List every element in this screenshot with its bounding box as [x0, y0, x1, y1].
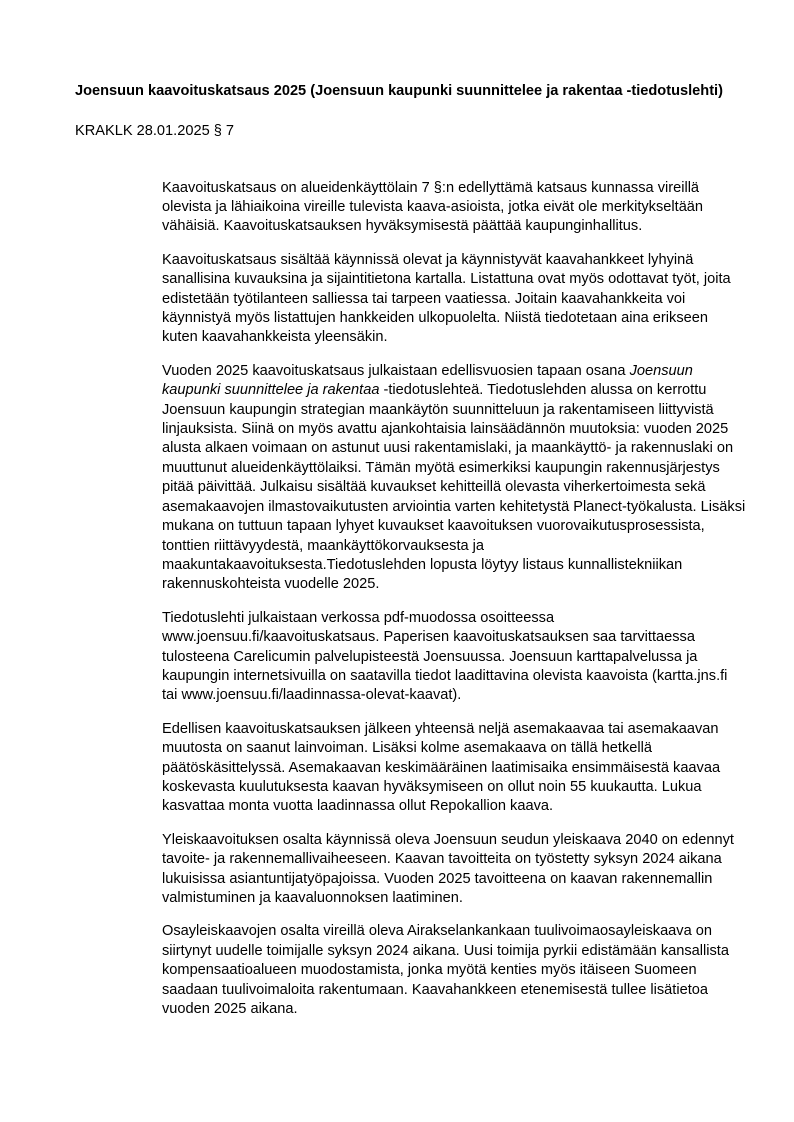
document-title: Joensuun kaavoituskatsaus 2025 (Joensuun kaupunki suunnittelee ja rakentaa -tiedotuslehti)	[75, 83, 723, 99]
paragraph-osayleiskaavat: Osayleiskaavojen osalta vireillä oleva Airakselankankaan tuulivoimaosayleiskaava on siirtynyt uudelle toimijalle syksyn 2024 aikana. Uusi toimija pyrkii edistämään kansallista kompensaatioalueen muodostamista, jonka myötä kenties myös itäiseen Suomeen saadaan tuulivoimaloita rakentumaan. Kaavahankkeen etenemisestä tullee lisätietoa vuoden 2025 aikana.	[162, 923, 729, 1018]
publication-name-italic: Joensuun kaupunki suunnittelee ja rakentaa	[162, 362, 693, 399]
paragraph-kaavahankkeet: Kaavoituskatsaus sisältää käynnissä olevat ja käynnistyvät kaavahankkeet lyhyinä sanallisina kuvauksina ja sijaintitietona kartalla. Listattuna ovat myös odottavat työt, joita edistetään työtilanteen salliessa tai tarpeen vaatiessa. Joitain kaavahankkeita voi käynnistyä myös listattujen hankkeiden ulkopuolelta. Niistä tiedotetaan aina erikseen kuten kaavahankkeista yleensäkin.	[162, 251, 731, 346]
paragraph-text-after-italic: -tiedotuslehteä. Tiedotuslehden alussa on kerrottu Joensuun kaupungin strategian maankäytön suunnitteluun ja rakentamiseen liittyvistä linjauksista. Siinä on myös avattu ajankohtaisia lainsäädännön muutoksia: vuoden 2025 alusta alkaen voimaan on astunut uusi rakentamislaki, ja maankäyttö- ja rakennuslaki on muuttunut alueidenkäyttölaiksi. Tämän myötä esimerkiksi kaupungin rakennusjärjestys pitää päivittää. Julkaisu sisältää kuvaukset kehitteillä olevasta viherkertoimesta sekä asemakaavojen ilmastovaikutusten arviointia varten kehitetystä Planect-työkalusta. Lisäksi mukana on tuttuun tapaan lyhyet kuvaukset kaavoituksen vuorovaikutusprosessista, tonttien riittävyydestä, maankäyttökorvauksesta ja maakuntakaavoituksesta.Tiedotuslehden lopusta löytyy listaus kunnallistekniikan rakennuskohteista vuodelle 2025.	[162, 382, 746, 593]
document-body	[162, 179, 746, 1020]
paragraph-tiedotuslehti-sisalto	[162, 362, 746, 595]
paragraph-yleiskaavoitus: Yleiskaavoituksen osalta käynnissä oleva Joensuun seudun yleiskaava 2040 on edennyt tavoite- ja rakennemallivaiheeseen. Kaavan tavoitteita on työstetty syksyn 2024 aikana lukuisissa asiantuntijatyöpajoissa. Vuoden 2025 tavoitteena on kaavan rakennemallin valmistuminen ja kaavaluonnoksen laatiminen.	[162, 831, 734, 906]
paragraph-kaavoituskatsaus-intro: Kaavoituskatsaus on alueidenkäyttölain 7 §:n edellyttämä katsaus kunnassa vireillä olevista ja lähiaikoina vireille tulevista kaava-asioista, jotka eivät ole merkitykseltään vähäisiä. Kaavoituskatsauksen hyväksymisestä päättää kaupunginhallitus.	[162, 179, 704, 235]
paragraph-asemakaavat: Edellisen kaavoituskatsauksen jälkeen yhteensä neljä asemakaavaa tai asemakaavan muutosta on saanut lainvoiman. Lisäksi kolme asemakaava on tällä hetkellä päätöskäsittelyssä. Asemakaavan keskimääräinen laatimisaika ensimmäisestä kaavaa koskevasta kuulutuksesta kaavan hyväksymiseen on ollut noin 55 kuukautta. Lukua kasvattaa monta vuotta laadinnassa ollut Repokallion kaava.	[162, 720, 721, 815]
paragraph-text-before-italic: Vuoden 2025 kaavoituskatsaus julkaistaan edellisvuosien tapaan osana	[162, 362, 630, 379]
paragraph-julkaisu-verkossa: Tiedotuslehti julkaistaan verkossa pdf-muodossa osoitteessa www.joensuu.fi/kaavoituskatsaus. Paperisen kaavoituskatsauksen saa tarvittaessa tulosteena Carelicumin palvelupisteestä Joensuussa. Joensuun karttapalvelussa ja kaupungin internetsivuilla on saatavilla tiedot laadittavina olevista kaavoista (kartta.jns.fi tai www.joensuu.fi/laadinnassa-olevat-kaavat).	[162, 609, 728, 704]
document-reference: KRAKLK 28.01.2025 § 7	[75, 123, 235, 140]
